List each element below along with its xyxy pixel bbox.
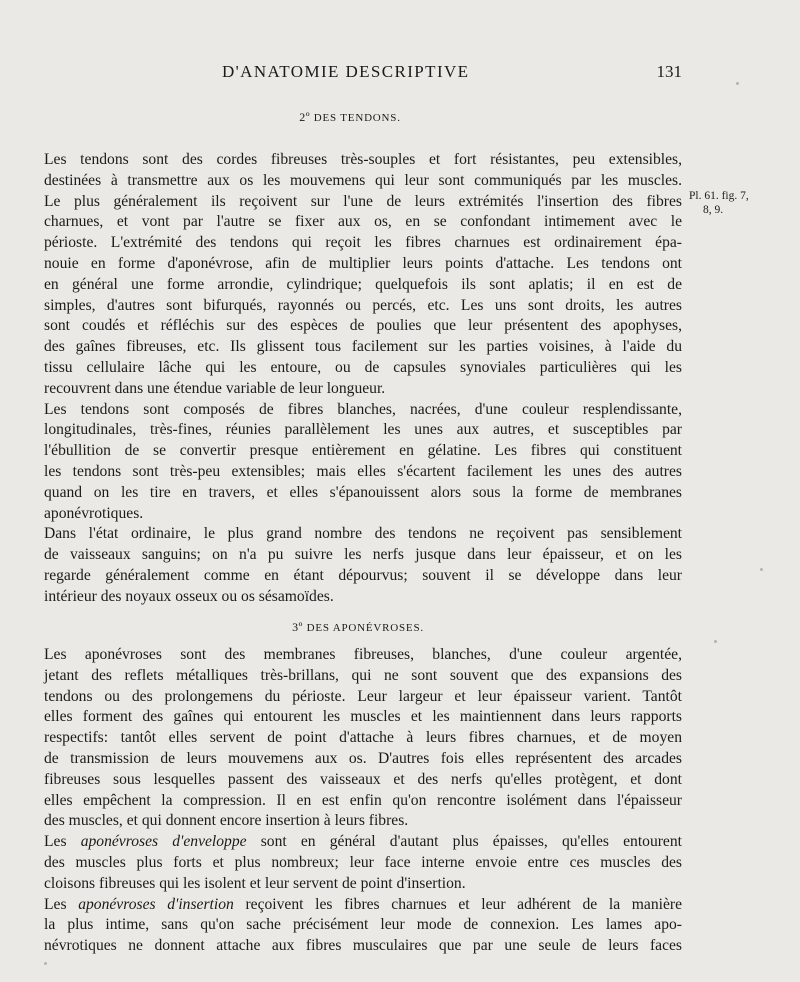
text-line: l'ébullition de se convertir presque entièrement en gélatine. Les fibres qui constituent bbox=[44, 442, 682, 460]
text-line: de vaisseaux sanguins; on n'a pu suivre les nerfs jusque dans leur épaisseur, et on les bbox=[44, 546, 682, 564]
section-body-tendons bbox=[28, 150, 682, 608]
text-run: des muscles plus forts et plus nombreux; leur face interne envoie entre ces muscles des bbox=[44, 853, 682, 871]
section-number: 3º bbox=[292, 620, 303, 634]
margin-note-line: Pl. 61. fig. 7, bbox=[689, 190, 749, 202]
section-heading-tendons bbox=[0, 110, 700, 125]
text-run: la plus intime, sans qu'on sache précisément leur mode de connexion. Les lames apo- bbox=[44, 916, 682, 934]
text-line: intérieur des noyaux osseux ou os sésamoïdes. bbox=[44, 587, 334, 605]
text-line bbox=[28, 895, 682, 916]
text-line: longitudinales, très-fines, réunies parallèlement les unes aux autres, et susceptibles par bbox=[44, 421, 682, 439]
text-line: sont coudés et réfléchis sur des espèces de poulies que leur présentent des apophyses, bbox=[44, 317, 682, 335]
paragraph bbox=[28, 832, 682, 894]
paragraph bbox=[28, 895, 682, 957]
text-line: en général une forme arrondie, cylindrique; quelquefois ils sont aplatis; il en est de bbox=[44, 275, 682, 293]
text-line: des muscles, et qui donnent encore insertion à leurs fibres. bbox=[44, 812, 409, 830]
text-line: jetant des reflets métalliques très-brillans, qui ne sont souvent que des expansions des bbox=[44, 666, 682, 684]
margin-note bbox=[689, 189, 779, 217]
section-title: DES TENDONS. bbox=[313, 112, 401, 124]
section-body-aponevroses bbox=[28, 645, 682, 957]
paper-speck bbox=[736, 82, 739, 85]
text-line: respectifs: tantôt elles servent de point d'attache à leurs fibres charnues, et de moyen bbox=[44, 729, 682, 747]
margin-note-line: 8, 9. bbox=[703, 204, 724, 216]
text-line: elles empêchent la compression. Il en est enfin qu'on rencontre isolément dans l'épaisseur bbox=[44, 791, 682, 809]
text-line: charnues, et vont par l'autre se fixer aux os, en se confondant intimement avec le bbox=[44, 213, 682, 231]
text-line bbox=[28, 874, 682, 895]
section-number: 2º bbox=[299, 110, 311, 124]
text-run: Les bbox=[44, 833, 81, 851]
text-line: de transmission de leurs mouvemens aux os. D'autres fois elles représentent des arcades bbox=[44, 749, 682, 767]
italic-term: aponévroses d'insertion bbox=[78, 895, 234, 913]
paragraph bbox=[28, 524, 682, 607]
text-line: périoste. L'extrémité des tendons qui reçoit les fibres charnues est ordinairement épa- bbox=[44, 234, 682, 252]
text-run: reçoivent les fibres charnues et leur adhérent de la manière bbox=[233, 895, 683, 913]
text-line: des gaînes fibreuses, etc. Ils glissent tous facilement sur les parties voisines, à l'aide du bbox=[44, 338, 682, 356]
text-line bbox=[28, 915, 682, 936]
paragraph bbox=[28, 645, 682, 832]
text-line: Les aponévroses sont des membranes fibreuses, blanches, d'une couleur argentée, bbox=[44, 646, 682, 663]
text-line: Les tendons sont des cordes fibreuses très-souples et fort résistantes, peu extensibles, bbox=[44, 151, 682, 168]
text-run: névrotiques ne donnent attache aux fibres musculaires que par une seule de leurs faces bbox=[44, 937, 682, 955]
running-title: D'ANATOMIE DESCRIPTIVE bbox=[222, 62, 470, 81]
section-title: DES APONÉVROSES. bbox=[306, 622, 424, 634]
text-line: Le plus généralement ils reçoivent sur l'une de leurs extrémités l'insertion des fibres bbox=[44, 192, 682, 210]
text-line: les tendons sont très-peu extensibles; mais elles s'écartent facilement les unes des autres bbox=[44, 462, 682, 480]
text-line: Dans l'état ordinaire, le plus grand nombre des tendons ne reçoivent pas sensiblement bbox=[44, 525, 682, 543]
text-run: sont en général d'autant plus épaisses, qu'elles entourent bbox=[246, 833, 682, 851]
text-line bbox=[28, 832, 682, 853]
text-line bbox=[28, 853, 682, 874]
text-line: quand on les tire en travers, et elles s'épanouissent alors sous la forme de membranes bbox=[44, 483, 682, 501]
italic-term: aponévroses d'enveloppe bbox=[80, 833, 247, 851]
text-line: simples, d'autres sont bifurqués, rayonnés ou percés, etc. Les uns sont droits, les autres bbox=[44, 296, 682, 314]
paragraph bbox=[28, 400, 682, 525]
text-line bbox=[28, 936, 682, 957]
text-line: recouvrent dans une étendue variable de leur longueur. bbox=[44, 379, 386, 397]
text-run: cloisons fibreuses qui les isolent et leur servent de point d'insertion. bbox=[44, 874, 466, 892]
text-line: aponévrotiques. bbox=[44, 504, 144, 522]
paper-speck bbox=[760, 568, 763, 571]
text-line: tissu cellulaire lâche qui les entoure, ou de capsules synoviales particulières qui les bbox=[44, 358, 682, 376]
text-run: Les bbox=[44, 895, 79, 913]
running-head bbox=[0, 62, 800, 86]
text-line: regarde généralement comme en étant dépourvus; souvent il se développe dans leur bbox=[44, 566, 682, 584]
text-line: nouie en forme d'aponévrose, afin de multiplier leurs points d'attache. Les tendons ont bbox=[44, 254, 682, 272]
text-line: Les tendons sont composés de fibres blanches, nacrées, d'une couleur resplendissante, bbox=[44, 400, 682, 418]
paper-speck bbox=[44, 962, 47, 965]
paper-speck bbox=[714, 640, 717, 643]
text-line: tendons ou des prolongemens du périoste. Leur largeur et leur épaisseur varient. Tantôt bbox=[44, 687, 682, 705]
text-line: elles forment des gaînes qui entourent les muscles et les maintiennent dans leurs rapports bbox=[44, 708, 682, 726]
text-line: destinées à transmettre aux os les mouvemens qui leur sont communiqués par les muscles. bbox=[44, 171, 682, 189]
text-line: fibreuses sous lesquelles passent des vaisseaux et des nerfs qu'elles protègent, et dont bbox=[44, 770, 682, 788]
paragraph bbox=[28, 150, 682, 400]
page-number: 131 bbox=[656, 62, 682, 81]
section-heading-aponevroses bbox=[0, 620, 716, 635]
